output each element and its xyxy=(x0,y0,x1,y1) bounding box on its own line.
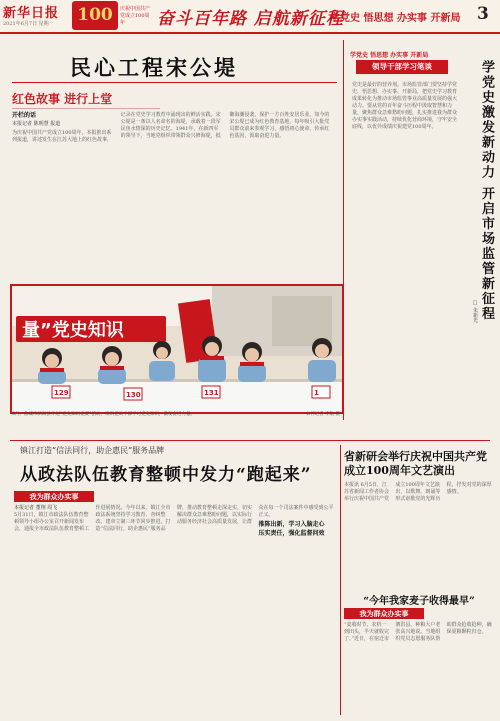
main-title: 民心工程宋公堤 xyxy=(70,55,238,80)
leader-notes-label: 领导干部学习笔谈 xyxy=(356,60,448,74)
column-divider xyxy=(343,40,344,420)
photo-caption xyxy=(12,411,340,417)
photo-illustration xyxy=(12,286,342,412)
photo-credit: 本刊记者 李航 摄 xyxy=(305,412,340,417)
article-heading: 开栏的话 xyxy=(12,112,37,119)
right-article-body: 党史是最好的营养剂。市场监管部门要坚持学党史、悟思想、办实事、开新局，把党史学习教育成果转化为推动市场监管事业高质量发展的强大动力。要从党的百年奋斗历程中汲取智慧和力量，聚焦群众急难愁盼问题，扎实推进我为群众办实事实践活动，持续优化营商环境，守牢安全底线，以优异成绩庆祝建党100周年。 xyxy=(352,82,458,130)
article-author: 本报记者 陈明慧 报道 xyxy=(12,121,61,127)
section-label-serve-people: 我为群众办实事 xyxy=(14,491,94,502)
svg-text:129: 129 xyxy=(54,389,69,397)
page-number: 3 xyxy=(477,4,489,24)
svg-text:131: 131 xyxy=(204,389,219,397)
lower-article xyxy=(14,505,334,715)
centenary-logo-caption: 庆祝中国共产党成立100周年 xyxy=(120,6,151,26)
centenary-logo: 100 xyxy=(72,1,118,30)
photo-caption-text: 6月，盐城市滨海县开展“党史知识竞赛”活动，组织党员干部学习党史知识，激发奋进力量。 xyxy=(12,412,195,417)
lower-article-author: 本报记者 董翔 周飞 xyxy=(14,505,58,511)
banner-text: 量”党史知识 xyxy=(22,320,124,341)
svg-text:130: 130 xyxy=(126,391,141,399)
arts-performance-headline: 省新研会举行庆祝中国共产党成立100周年文艺演出 xyxy=(344,450,487,477)
wheat-harvest-headline: “今年我家麦子收得最早” xyxy=(363,596,475,607)
section-label-serve-people-2: 我为群众办实事 xyxy=(344,608,424,619)
lower-subtitle: 镇江打造“信法同行，助企惠民”服务品牌 xyxy=(20,446,165,455)
header-tagline: 学党史 悟思想 办实事 开新局 xyxy=(330,13,461,24)
wheat-harvest-body: “麦收时节，农机一到田头，半天就收完了。”近日，在宿迁市泗洪县，种粮大户老张高兴地说。当地组织党员志愿服务队帮助群众抢收抢种，确保夏粮颗粒归仓。 xyxy=(344,622,492,642)
red-story-column-label xyxy=(12,88,160,109)
lower-headline: 从政法队伍教育整顿中发力“跑起来” xyxy=(20,465,312,485)
red-story-label-text: 红色故事 进行上堂 xyxy=(12,92,113,106)
right-article-title: 学党史激发新动力 开启市场监管新征程 xyxy=(479,60,494,322)
article-body: 为庆祝中国共产党成立100周年，本报推出系列报道，讲述发生在江苏大地上的红色故事，记录在党史学习教育中涌现出的鲜活实践。宋公堤是一条以人名命名的海堤，承载着一段军民鱼水情深的历史记忆。1941年，在新四军的领导下，当地党组织带领群众兴修海堤，抵御海潮侵袭，保护一方百姓安居乐业。如今的宋公堤已成为红色教育基地，每年吸引大批党员群众前来参观学习，感悟初心使命，传承红色基因，汲取奋进力量。 xyxy=(12,112,330,143)
arts-performance-body: 本报讯 6月5日，江苏省新闻工作者协会举行庆祝中国共产党成立100周年文艺演出，以歌舞、朗诵等形式讴歌党的光辉历程，抒发对党的深厚感情。 xyxy=(344,482,492,502)
lower-subhead-1: 推陈出新，学习入脑走心 xyxy=(258,521,325,528)
main-article xyxy=(12,112,332,280)
newspaper-brand: 新华日报 xyxy=(3,6,60,21)
lower-article-body: 5月31日，镇江市政法队伍教育整顿领导小组办公室召开新闻发布会，通报全市政法队伍教育整顿工作进展情况。今年以来，镇江全市政法系统坚持学习教育、查纠整改、建章立制三环节同步推进，打造“信法同行，助企惠民”服务品牌，推动教育整顿走深走实，切实解决群众急难愁盼问题，以实际行动服务经济社会高质量发展，让群众在每一个司法案件中感受到公平正义。 xyxy=(14,505,334,532)
svg-text:1: 1 xyxy=(314,389,319,397)
dateline: 2021年6月7日 星期一 xyxy=(3,21,54,27)
column-tag: 学党史 悟思想 办实事 开新局 xyxy=(350,52,429,59)
lower-column-divider xyxy=(340,445,341,715)
section-rule xyxy=(10,440,490,441)
right-article-author: □ 朱新光 xyxy=(472,300,478,323)
title-rule xyxy=(12,82,337,83)
lower-subhead-2: 压实责任，强化监督问效 xyxy=(258,530,325,537)
header-slogan: 奋斗百年路 启航新征程 xyxy=(157,9,344,29)
news-photo xyxy=(10,284,344,414)
